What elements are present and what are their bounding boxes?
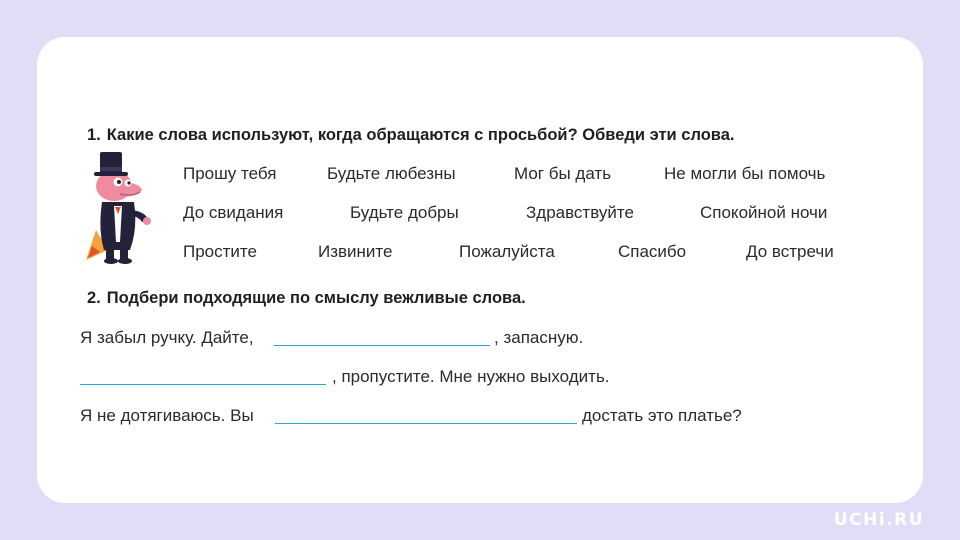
sentence-3-start: Я не дотягиваюсь. Вы (80, 406, 254, 425)
word-option[interactable]: Пожалуйста (459, 242, 555, 261)
word-option[interactable]: Извините (318, 242, 393, 261)
task-1-title (87, 126, 734, 145)
task-1-number: 1. (87, 126, 101, 144)
answer-input-1[interactable] (274, 323, 494, 345)
answer-blank-2[interactable] (80, 384, 326, 385)
word-option[interactable]: Здравствуйте (526, 203, 634, 222)
answer-blank-3[interactable] (275, 423, 577, 424)
word-option[interactable]: Простите (183, 242, 257, 261)
word-option[interactable]: Спокойной ночи (700, 203, 828, 222)
sentence-3-end: достать это платье? (582, 406, 742, 425)
sentence-1-end: , запасную. (494, 328, 584, 347)
sentence-1-start: Я забыл ручку. Дайте, (80, 328, 254, 347)
worksheet-card (37, 37, 923, 503)
word-option[interactable]: До встречи (746, 242, 834, 261)
answer-input-2[interactable] (80, 362, 330, 384)
task-2-title (87, 289, 526, 308)
word-option[interactable]: Будьте любезны (327, 164, 456, 183)
answer-input-3[interactable] (275, 401, 581, 423)
word-option[interactable]: Будьте добры (350, 203, 459, 222)
uchi-ru-logo: UCHi.RU (833, 510, 924, 530)
task-1-text: Какие слова используют, когда обращаются с просьбой? Обведи эти слова. (106, 126, 735, 144)
dinosaur-mascot-icon (84, 150, 158, 268)
word-option[interactable]: Не могли бы помочь (664, 164, 826, 183)
answer-blank-1[interactable] (274, 345, 490, 346)
word-option[interactable]: Прошу тебя (183, 164, 277, 183)
word-option[interactable]: Спасибо (618, 242, 687, 261)
task-2-number: 2. (87, 289, 101, 307)
task-2-text: Подбери подходящие по смыслу вежливые слова. (106, 289, 526, 307)
word-option[interactable]: До свидания (183, 203, 284, 222)
sentence-2-end: , пропустите. Мне нужно выходить. (332, 367, 610, 386)
word-option[interactable]: Мог бы дать (514, 164, 612, 183)
